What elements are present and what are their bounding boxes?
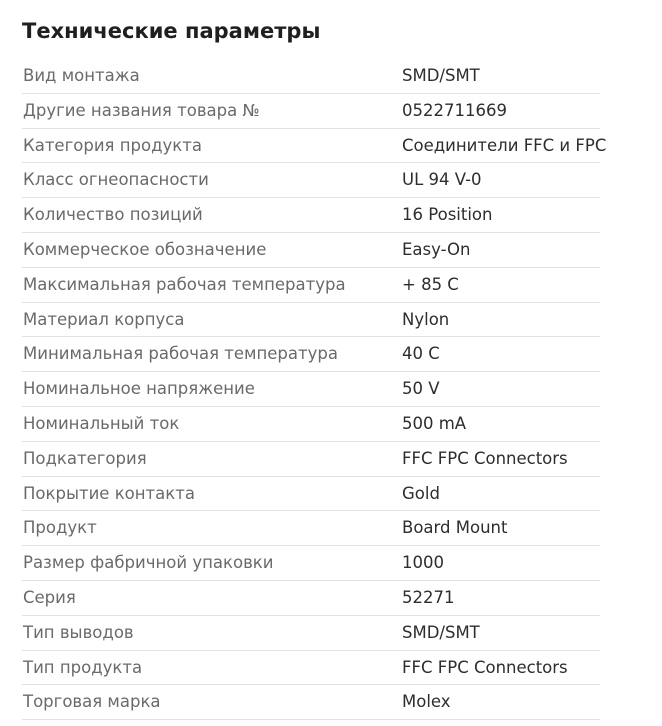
spec-row <box>22 163 600 198</box>
spec-row <box>22 511 600 546</box>
spec-row <box>22 685 600 720</box>
spec-row <box>22 94 600 129</box>
spec-value: 52271 <box>402 587 455 607</box>
spec-value: 16 Position <box>402 205 493 225</box>
spec-label: Другие названия товара № <box>23 100 260 120</box>
spec-label: Тип продукта <box>23 657 143 677</box>
spec-value: FFC FPC Connectors <box>402 448 568 468</box>
spec-value: UL 94 V-0 <box>402 170 482 190</box>
spec-value: SMD/SMT <box>402 622 480 642</box>
spec-value: 40 C <box>402 344 440 364</box>
spec-label: Номинальный ток <box>23 413 180 433</box>
spec-row <box>22 477 600 512</box>
spec-row <box>22 337 600 372</box>
spec-row <box>22 198 600 233</box>
spec-value: 500 mA <box>402 413 467 433</box>
spec-label: Вид монтажа <box>23 66 140 85</box>
spec-label: Максимальная рабочая температура <box>23 274 346 294</box>
spec-row <box>22 651 600 686</box>
section-title: Технические параметры <box>22 19 321 43</box>
spec-value: Easy-On <box>402 239 471 259</box>
spec-label: Покрытие контакта <box>23 483 195 503</box>
spec-label: Категория продукта <box>23 135 202 155</box>
spec-label: Материал корпуса <box>23 309 185 329</box>
spec-value: Соединители FFC и FPC <box>402 135 607 155</box>
spec-value: Nylon <box>402 309 450 329</box>
spec-label: Класс огнеопасности <box>23 170 209 190</box>
spec-label: Серия <box>23 587 76 607</box>
spec-row <box>22 59 600 94</box>
spec-row <box>22 233 600 268</box>
spec-row <box>22 442 600 477</box>
spec-label: Продукт <box>23 518 97 538</box>
spec-value: FFC FPC Connectors <box>402 657 568 677</box>
spec-label: Количество позиций <box>23 205 203 225</box>
spec-value: Molex <box>402 692 451 712</box>
spec-label: Подкатегория <box>23 448 147 468</box>
spec-row <box>22 616 600 651</box>
spec-table <box>22 59 607 720</box>
spec-row <box>22 268 600 303</box>
spec-value: Board Mount <box>402 518 508 538</box>
spec-label: Размер фабричной упаковки <box>23 553 274 573</box>
spec-label: Номинальное напряжение <box>23 379 255 399</box>
spec-row <box>22 407 600 442</box>
spec-value: 0522711669 <box>402 100 507 120</box>
spec-label: Минимальная рабочая температура <box>23 344 338 364</box>
spec-row <box>22 129 607 164</box>
spec-value: SMD/SMT <box>402 66 480 85</box>
spec-label: Тип выводов <box>23 622 134 642</box>
spec-value: 50 V <box>402 379 440 399</box>
spec-label: Коммерческое обозначение <box>23 239 267 259</box>
spec-row <box>22 581 600 616</box>
spec-value: + 85 C <box>402 274 459 294</box>
spec-row <box>22 546 600 581</box>
spec-value: 1000 <box>402 553 444 573</box>
spec-row <box>22 303 600 338</box>
spec-label: Торговая марка <box>23 692 161 712</box>
spec-row <box>22 372 600 407</box>
spec-value: Gold <box>402 483 440 503</box>
